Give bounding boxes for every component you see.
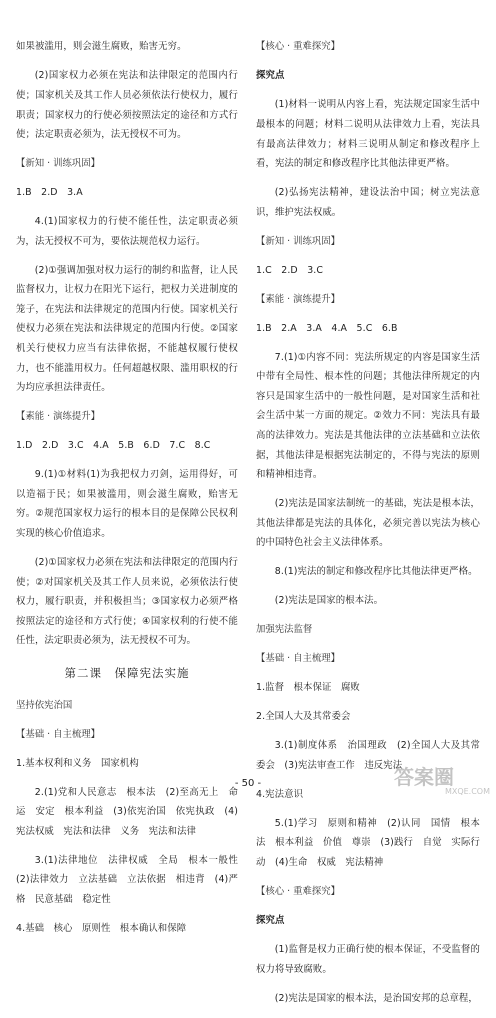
section-heading: 【新知 · 训练巩固】 xyxy=(256,235,340,247)
text-paragraph: (1)材料一说明从内容上看，宪法规定国家生活中最根本的问题；材料二说明从法律效力上看，宪法具有最高法律效力；材料三说明从制定和修改程序上看，宪法的制定和修改程序比其他法律更严格。 xyxy=(256,99,480,170)
text-paragraph: 7.(1)①内容不同：宪法所规定的内容是国家生活中带有全局性、根本性的问题；其他法律所规定的内容只是国家生活中的一般性问题，是对国家生活和社会生活中某一方面的规定。②效力不同：宪法具有最高的法律效力。宪法是其他法律的立法基础和立法依据，其他法律是根据宪法制定的，不得与宪法的原则和精神相违背。 xyxy=(256,351,480,481)
section-heading: 【基础 · 自主梳理】 xyxy=(256,653,340,665)
page-number: - 50 - xyxy=(234,778,262,789)
text-paragraph: 1.C 2.D 3.C xyxy=(256,264,323,276)
text-paragraph: 加强宪法监督 xyxy=(256,624,313,636)
text-paragraph: 如果被滥用，则会滋生腐败，贻害无穷。 xyxy=(16,41,187,53)
text-paragraph: (2)宪法是国家的根本法，是治国安邦的总章程， xyxy=(274,992,478,1004)
text-paragraph: (1)监督是权力正确行使的根本保证，不受监督的权力将导致腐败。 xyxy=(256,943,480,975)
text-paragraph: 1.D 2.D 3.C 4.A 5.B 6.D 7.C 8.C xyxy=(16,440,211,452)
text-paragraph: 2.全国人大及其常委会 xyxy=(256,711,351,723)
section-heading: 【素能 · 演练提升】 xyxy=(16,411,100,423)
section-heading: 【核心 · 重难探究】 xyxy=(256,41,340,53)
watermark-logo xyxy=(394,766,490,796)
text-paragraph: (2)宪法是国家的根本法。 xyxy=(274,595,384,607)
text-paragraph: 1.监督 根本保证 腐败 xyxy=(256,682,360,694)
text-paragraph: 4.基础 核心 原则性 根本确认和保障 xyxy=(16,923,187,935)
text-paragraph: 坚持依宪治国 xyxy=(16,699,73,711)
watermark-text: 答案圈 xyxy=(394,765,454,789)
text-paragraph: (2)①国家权力必须在宪法和法律限定的范围内行使；②对国家机关及其工作人员来说，必须依法行使权力，履行职责，并积极担当；③国家权力必须严格按照法定的途径和方式行使；④国家权利的行使不能任性，法定职责必须为，法无授权不可为。 xyxy=(16,556,238,647)
text-paragraph: 8.(1)宪法的制定和修改程序比其他法律更严格。 xyxy=(274,566,478,578)
text-paragraph: 3.(1)制度体系 治国理政 (2)全国人大及其常委会 (3)宪法审查工作 违反宪法 xyxy=(256,740,480,771)
watermark-url: MXQE.COM xyxy=(444,787,490,796)
section-heading: 【核心 · 重难探究】 xyxy=(256,886,340,897)
text-paragraph: 9.(1)①材料(1)为我把权力刃剑，运用得好，可以造福于民；如果被滥用，则会滋生腐败，贻害无穷。②规范国家权力运行的根本目的是保障公民权利实现的核心价值追求。 xyxy=(16,469,238,539)
chapter-title: 第二课 保障宪法实施 xyxy=(64,666,190,681)
text-paragraph: (2)弘扬宪法精神，建设法治中国；树立宪法意识，维护宪法权威。 xyxy=(256,187,480,218)
text-paragraph: 3.(1)法律地位 法律权威 全局 根本一般性 (2)法律效力 立法基础 立法依据 相违背 (4)严格 民意基础 稳定性 xyxy=(16,854,248,906)
text-paragraph: 探究点 xyxy=(256,914,285,926)
text-paragraph: (2)宪法是国家法制统一的基础，宪法是根本法，其他法律都是宪法的具体化，必须完善以宪法为核心的中国特色社会主义法律体系。 xyxy=(256,498,480,549)
text-paragraph: (2)国家权力必须在宪法和法律限定的范围内行使；国家机关及其工作人员必须依法行使权力，履行职责；国家权力的行使必须按照法定的途径和方式行使；法定职责必须为，法无授权不可为。 xyxy=(16,70,238,141)
text-paragraph: 2.(1)党和人民意志 根本法 (2)至高无上 命运 安定 根本利益 (3)依宪治国 依宪执政 (4)宪法权威 宪法和法律 义务 宪法和法律 xyxy=(16,786,238,837)
section-heading: 【基础 · 自主梳理】 xyxy=(16,728,100,740)
right-column xyxy=(256,28,480,1018)
text-paragraph: 4.宪法意识 xyxy=(256,788,304,800)
text-paragraph: 1.B 2.D 3.A xyxy=(16,187,83,199)
text-paragraph: 探究点 xyxy=(256,70,285,82)
section-heading: 【新知 · 训练巩固】 xyxy=(16,158,100,170)
text-paragraph: 4.(1)国家权力的行使不能任性，法定职责必须为，法无授权不可为，要依法规范权力运行。 xyxy=(16,216,238,247)
text-paragraph: 5.(1)学习 原则和精神 (2)认同 国情 根本法 根本利益 价值 尊崇 (3)践行 自觉 实际行动 (4)生命 权威 宪法精神 xyxy=(256,817,480,869)
section-heading: 【素能 · 演练提升】 xyxy=(256,293,340,305)
text-paragraph: 1.B 2.A 3.A 4.A 5.C 6.B xyxy=(256,322,398,334)
text-paragraph: (2)①强调加强对权力运行的制约和监督，让人民监督权力，让权力在阳光下运行，把权力关进制度的笼子，在宪法和法律规定的范围内行使。国家机关行使权力必须在宪法和法律规定的范围内行使。②国家机关行使权力应当有法律依据，不能越权履行使权力，也不能滥用权力。任何超越权限、滥用职权的行为均应承担法律责任。 xyxy=(16,264,238,394)
text-paragraph: 1.基本权利和义务 国家机构 xyxy=(16,757,139,769)
